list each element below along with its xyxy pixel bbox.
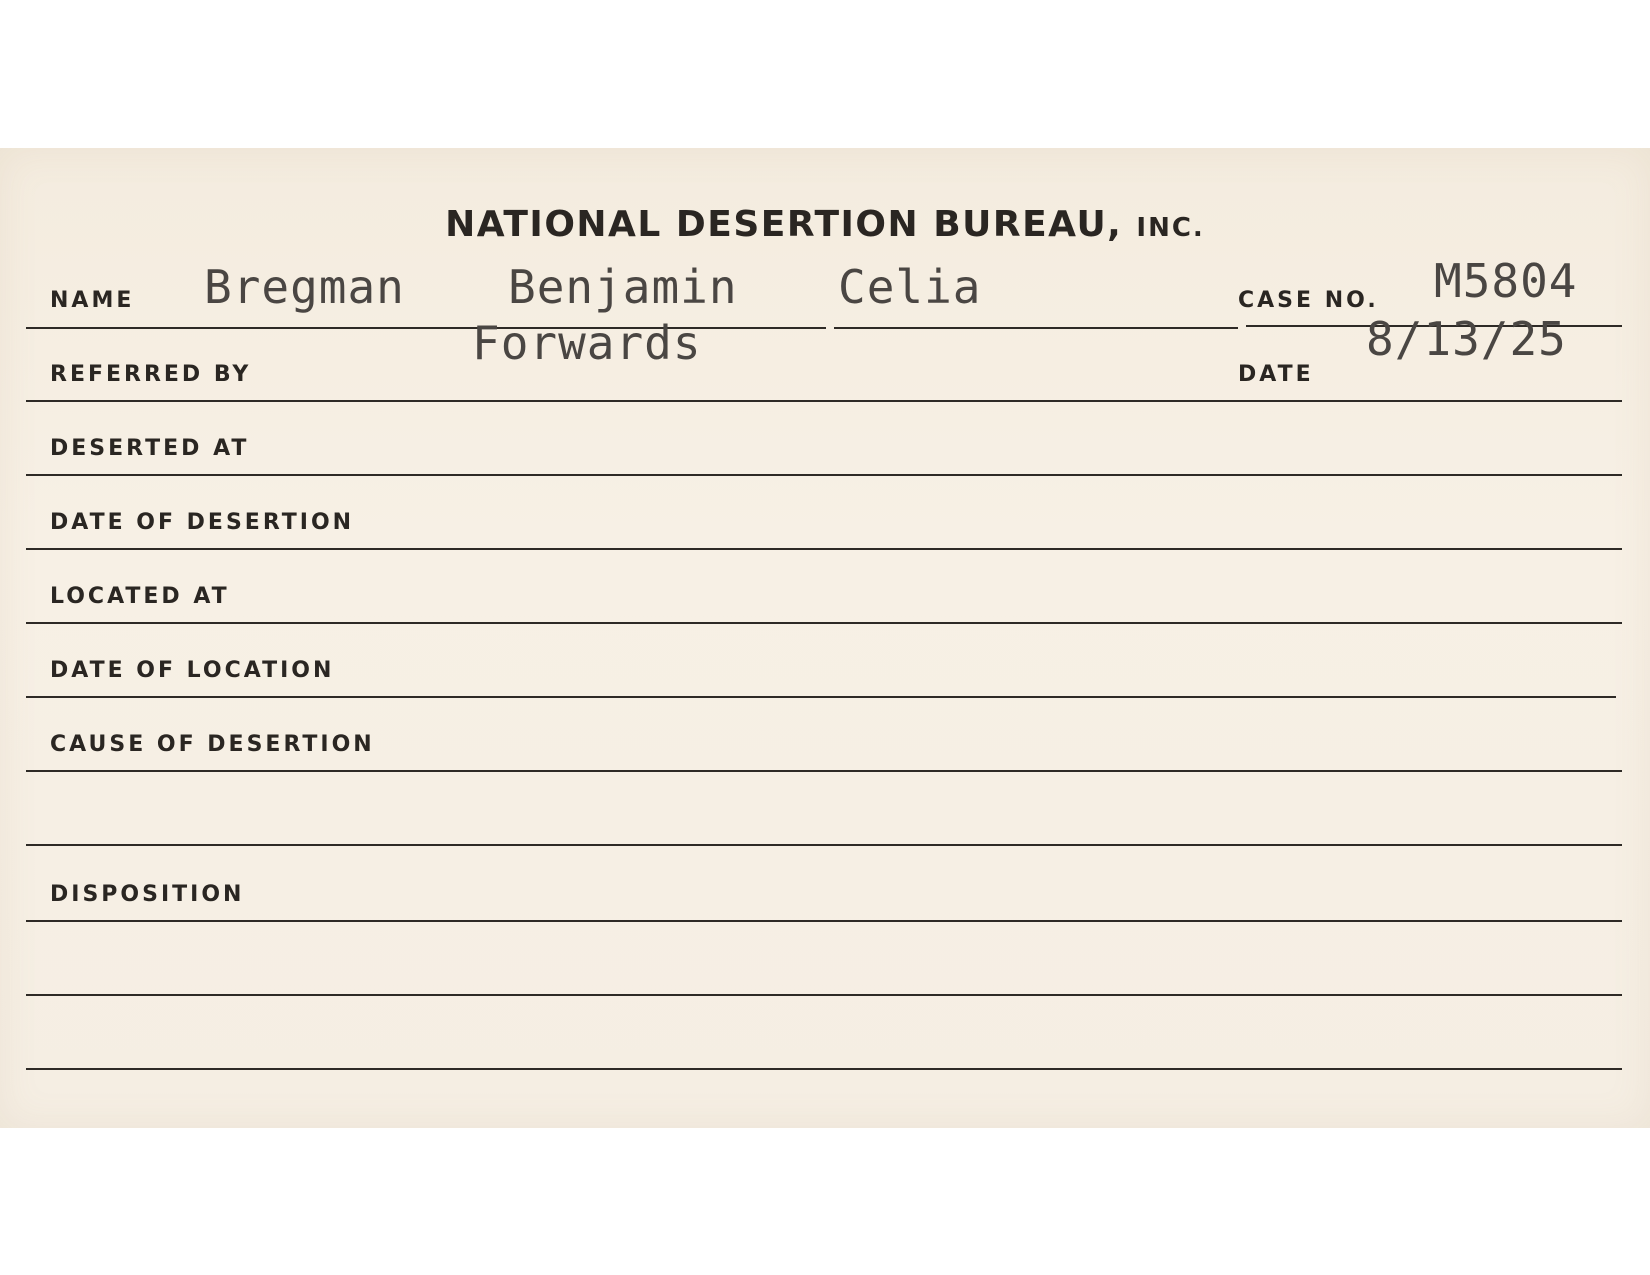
deserted-at-label: DESERTED AT (50, 436, 250, 461)
deserted-at-rule (26, 474, 1622, 476)
referred-by-value: Forwards (472, 316, 702, 370)
disposition-rule (26, 920, 1622, 922)
located-at-label: LOCATED AT (50, 584, 230, 609)
date-of-desertion-label: DATE OF DESERTION (50, 510, 355, 535)
index-card (0, 148, 1650, 1128)
card-title-main: NATIONAL DESERTION BUREAU, (445, 204, 1123, 245)
name-rule-mid (834, 327, 1238, 329)
name-given-1-value: Benjamin (508, 260, 738, 314)
referred-by-label: REFERRED BY (50, 362, 252, 387)
case-no-label: CASE NO. (1238, 288, 1379, 313)
disposition-rule-2 (26, 994, 1622, 996)
cause-of-desertion-rule-2 (26, 844, 1622, 846)
date-label: DATE (1238, 362, 1314, 387)
name-rule-left (26, 327, 826, 329)
date-of-location-label: DATE OF LOCATION (50, 658, 335, 683)
cause-of-desertion-rule (26, 770, 1622, 772)
referred-by-rule (26, 400, 1622, 402)
card-title (0, 204, 1650, 245)
disposition-label: DISPOSITION (50, 882, 245, 907)
disposition-rule-3 (26, 1068, 1622, 1070)
date-of-desertion-rule (26, 548, 1622, 550)
located-at-rule (26, 622, 1622, 624)
name-given-2-value: Celia (838, 260, 982, 314)
card-title-suffix: INC. (1136, 213, 1205, 243)
name-surname-value: Bregman (204, 260, 405, 314)
name-label: NAME (50, 288, 135, 313)
date-value: 8/13/25 (1366, 312, 1567, 366)
case-no-value: M5804 (1434, 254, 1578, 308)
date-of-location-rule (26, 696, 1616, 698)
cause-of-desertion-label: CAUSE OF DESERTION (50, 732, 375, 757)
